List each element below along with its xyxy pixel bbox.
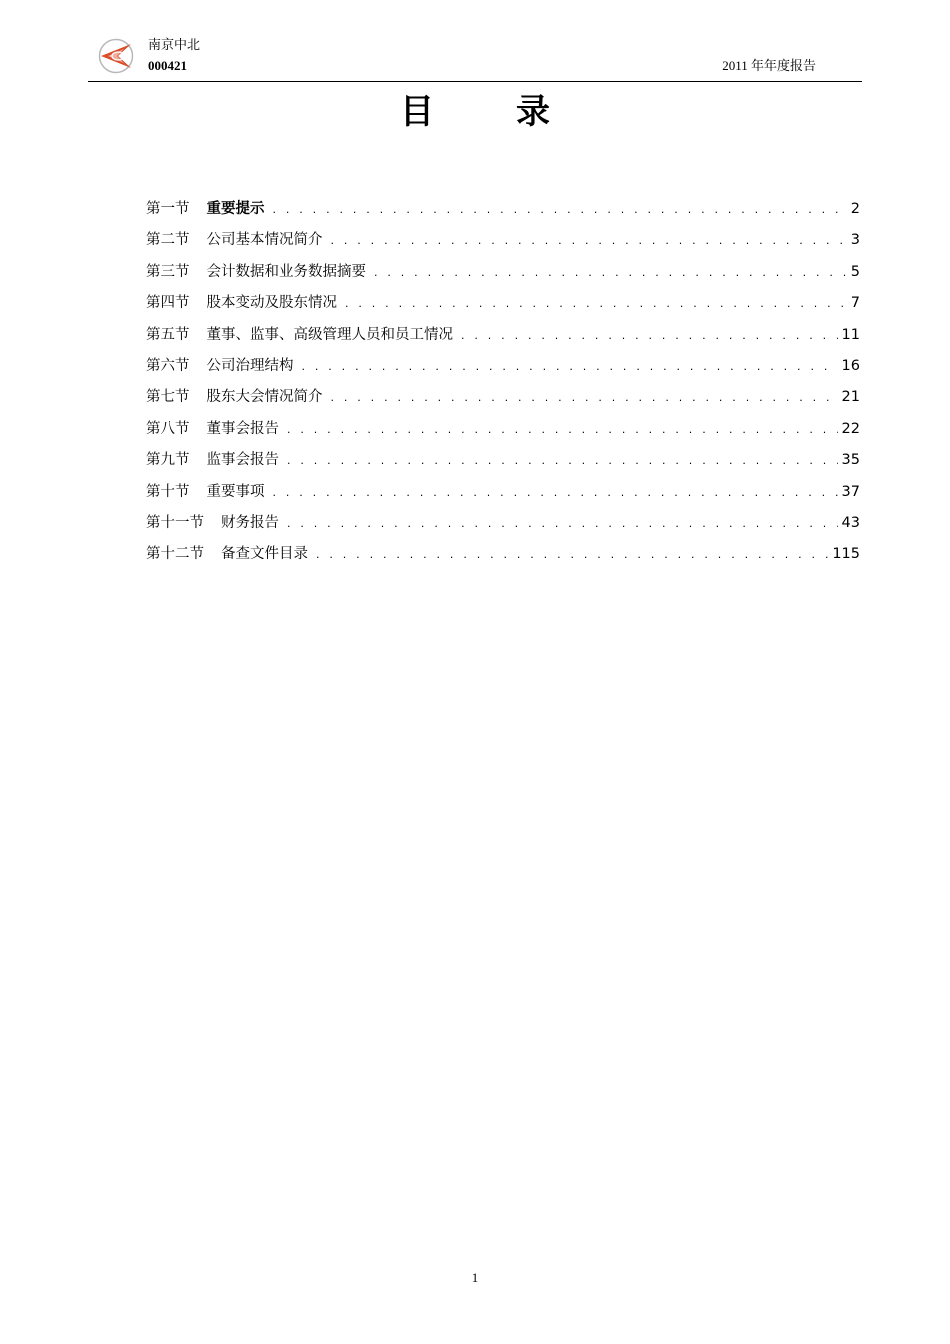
page-number: 1 bbox=[471, 1270, 479, 1285]
toc-page-number: 11 bbox=[841, 326, 860, 343]
page-header bbox=[88, 34, 862, 82]
toc-page-number: 21 bbox=[841, 389, 860, 406]
toc-section: 第五节 bbox=[146, 326, 190, 343]
toc-dot-leader bbox=[302, 355, 838, 379]
toc-section: 第二节 bbox=[146, 232, 190, 249]
toc-entry-title: 董事会报告 bbox=[206, 420, 279, 437]
toc-section: 第三节 bbox=[146, 263, 190, 280]
toc-entry-10[interactable] bbox=[146, 480, 860, 511]
toc-entry-title: 重要提示 bbox=[206, 201, 265, 217]
report-label: 2011 年年度报告 bbox=[722, 58, 816, 73]
toc-page-number: 7 bbox=[850, 295, 860, 312]
toc-entry-2[interactable] bbox=[146, 228, 860, 259]
toc-dot-leader bbox=[345, 292, 847, 316]
toc-entry-title: 股东大会情况简介 bbox=[206, 389, 323, 406]
toc-section: 第十二节 bbox=[146, 546, 204, 563]
toc-dot-leader bbox=[331, 386, 838, 410]
toc-section: 第十节 bbox=[146, 483, 190, 500]
toc-entry-11[interactable] bbox=[146, 511, 860, 542]
toc-page-number: 37 bbox=[841, 483, 860, 500]
toc-dot-leader bbox=[273, 198, 847, 222]
toc-entry-title: 会计数据和业务数据摘要 bbox=[206, 263, 366, 280]
toc-section: 第四节 bbox=[146, 295, 190, 312]
toc-entry-1[interactable] bbox=[146, 197, 860, 228]
toc-section: 第八节 bbox=[146, 420, 190, 437]
toc-page-number: 2 bbox=[850, 201, 860, 217]
toc-entry-title: 公司基本情况简介 bbox=[206, 232, 323, 249]
toc-entry-title: 备查文件目录 bbox=[221, 546, 308, 563]
toc-section: 第七节 bbox=[146, 389, 190, 406]
toc-dot-leader bbox=[287, 512, 838, 536]
toc-entry-6[interactable] bbox=[146, 354, 860, 385]
toc-entry-title: 董事、监事、高级管理人员和员工情况 bbox=[206, 326, 453, 343]
toc-entry-title: 监事会报告 bbox=[206, 452, 279, 469]
toc-entry-title: 财务报告 bbox=[221, 514, 279, 531]
toc-section: 第一节 bbox=[146, 201, 190, 217]
toc-page-number: 115 bbox=[832, 546, 860, 563]
toc-entry-9[interactable] bbox=[146, 448, 860, 479]
table-of-contents bbox=[146, 197, 860, 574]
stock-code: 000421 bbox=[148, 58, 187, 73]
toc-dot-leader bbox=[273, 481, 838, 505]
toc-page-number: 3 bbox=[850, 232, 860, 249]
toc-dot-leader bbox=[331, 229, 847, 253]
toc-entry-8[interactable] bbox=[146, 417, 860, 448]
toc-entry-3[interactable] bbox=[146, 260, 860, 291]
toc-section: 第六节 bbox=[146, 357, 190, 374]
toc-entry-title: 公司治理结构 bbox=[206, 357, 294, 374]
company-logo-icon bbox=[98, 38, 134, 74]
company-name: 南京中北 bbox=[148, 38, 201, 53]
toc-dot-leader bbox=[461, 324, 838, 348]
toc-page-number: 35 bbox=[841, 452, 860, 469]
toc-dot-leader bbox=[316, 543, 828, 567]
toc-page-number: 16 bbox=[841, 357, 860, 374]
toc-entry-5[interactable] bbox=[146, 323, 860, 354]
toc-entry-12[interactable] bbox=[146, 542, 860, 573]
toc-dot-leader bbox=[374, 261, 847, 285]
toc-entry-title: 股本变动及股东情况 bbox=[206, 295, 337, 312]
toc-entry-7[interactable] bbox=[146, 385, 860, 416]
toc-page-number: 43 bbox=[841, 514, 860, 531]
toc-section: 第十一节 bbox=[146, 514, 204, 531]
toc-section: 第九节 bbox=[146, 452, 190, 469]
toc-title: 目录 bbox=[400, 92, 632, 132]
toc-dot-leader bbox=[287, 449, 838, 473]
toc-page-number: 5 bbox=[850, 263, 860, 280]
toc-page-number: 22 bbox=[841, 420, 860, 437]
toc-entry-title: 重要事项 bbox=[206, 483, 265, 500]
toc-entry-4[interactable] bbox=[146, 291, 860, 322]
toc-dot-leader bbox=[287, 418, 838, 442]
